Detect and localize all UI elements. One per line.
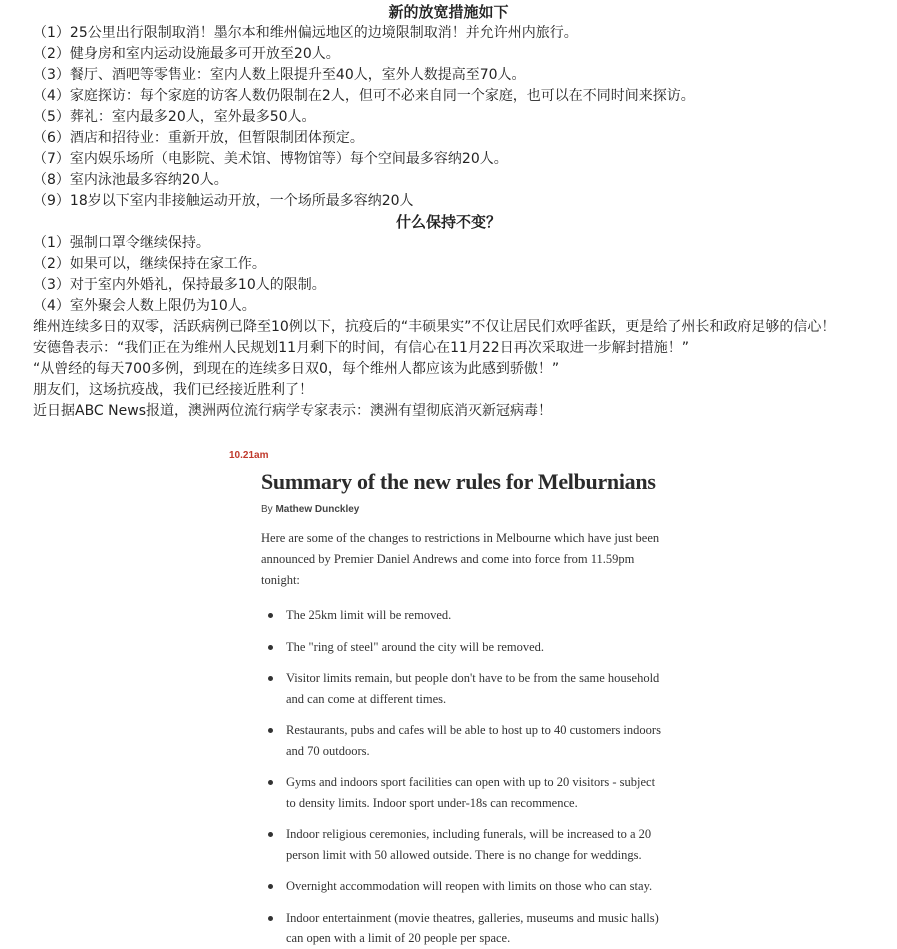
byline-author: Mathew Dunckley bbox=[275, 504, 360, 515]
rule-item bbox=[261, 876, 661, 897]
bullet-icon bbox=[268, 645, 273, 650]
unchanged-item: （2）如果可以，继续保持在家工作。 bbox=[33, 256, 266, 272]
article-body bbox=[0, 0, 897, 422]
rule-text: Indoor religious ceremonies, including funerals, will be increased to a 20 person limit with 50 allowed outside. There is no change for weddings. bbox=[286, 827, 652, 862]
bullet-icon bbox=[268, 916, 273, 921]
rule-item bbox=[261, 668, 661, 709]
paragraph: 安德鲁表示：“我们正在为维州人民规划11月剩下的时间，有信心在11月22日再次采取进一步解封措施！” bbox=[33, 340, 689, 356]
rule-item bbox=[261, 772, 661, 813]
bullet-icon bbox=[268, 884, 273, 889]
rule-item bbox=[261, 637, 661, 658]
unchanged-list bbox=[0, 233, 897, 317]
relax-item: （9）18岁以下室内非接触运动开放，一个场所最多容纳20人 bbox=[33, 193, 414, 209]
rule-item bbox=[261, 824, 661, 865]
timestamp: 10.21am bbox=[229, 450, 269, 461]
bullet-icon bbox=[268, 676, 273, 681]
rule-item bbox=[261, 605, 661, 626]
unchanged-item: （4）室外聚会人数上限仍为10人。 bbox=[33, 298, 256, 314]
clipping-content bbox=[253, 463, 663, 945]
bullet-icon bbox=[268, 728, 273, 733]
rule-text: The 25km limit will be removed. bbox=[286, 608, 452, 622]
byline bbox=[261, 504, 663, 515]
clipping-intro: Here are some of the changes to restrictions in Melbourne which have just been announced by Premier Daniel Andrews and come into force from 11.59pm tonight: bbox=[261, 531, 660, 587]
relax-item: （5）葬礼：室内最多20人，室外最多50人。 bbox=[33, 109, 316, 125]
bullet-icon bbox=[268, 780, 273, 785]
news-clipping bbox=[229, 447, 669, 945]
relax-item: （2）健身房和室内运动设施最多可开放至20人。 bbox=[33, 46, 340, 62]
rule-item bbox=[261, 720, 661, 761]
rule-text: Indoor entertainment (movie theatres, galleries, museums and music halls) can open with a limit of 20 people per space. bbox=[286, 910, 659, 945]
rule-text: Overnight accommodation will reopen with limits on those who can stay. bbox=[286, 879, 653, 893]
relax-heading: 新的放宽措施如下 bbox=[388, 3, 509, 21]
relax-item: （4）家庭探访：每个家庭的访客人数仍限制在2人，但可不必来自同一个家庭，也可以在不同时间来探访。 bbox=[33, 88, 695, 104]
paragraph: 维州连续多日的双零，活跃病例已降至10例以下，抗疫后的“丰硕果实”不仅让居民们欢呼雀跃，更是给了州长和政府足够的信心！ bbox=[33, 319, 836, 335]
clipping-title: Summary of the new rules for Melburnians bbox=[261, 469, 656, 494]
relax-item: （6）酒店和招待业：重新开放，但暂限制团体预定。 bbox=[33, 130, 364, 146]
rule-text: The "ring of steel" around the city will be removed. bbox=[286, 639, 545, 654]
relax-item: （8）室内泳池最多容纳20人。 bbox=[33, 172, 228, 188]
rule-text: Gyms and indoors sport facilities can open with up to 20 visitors - subject to density limits. Indoor sport under-18s can recommence. bbox=[286, 775, 656, 810]
relax-list bbox=[0, 23, 897, 212]
rule-text: Visitor limits remain, but people don't have to be from the same household and can come at different times. bbox=[286, 671, 660, 706]
rule-text: Restaurants, pubs and cafes will be able to host up to 40 customers indoors and 70 outdoors. bbox=[286, 723, 661, 758]
unchanged-item: （1）强制口罩令继续保持。 bbox=[33, 235, 210, 251]
paragraph: 朋友们，这场抗疫战，我们已经接近胜利了！ bbox=[33, 382, 313, 398]
bullet-icon bbox=[268, 832, 273, 837]
paragraph: “从曾经的每天700多例，到现在的连续多日双0，每个维州人都应该为此感到骄傲！” bbox=[33, 361, 560, 377]
rules-list bbox=[253, 605, 663, 949]
paragraph: 近日据ABC News报道，澳洲两位流行病学专家表示：澳洲有望彻底消灭新冠病毒！ bbox=[33, 403, 552, 419]
unchanged-item: （3）对于室内外婚礼，保持最多10人的限制。 bbox=[33, 277, 326, 293]
bullet-icon bbox=[268, 613, 273, 618]
byline-prefix: By bbox=[261, 504, 273, 515]
relax-item: （3）餐厅、酒吧等零售业：室内人数上限提升至40人，室外人数提高至70人。 bbox=[33, 67, 526, 83]
relax-item: （1）25公里出行限制取消！墨尔本和维州偏远地区的边境限制取消！并允许州内旅行。 bbox=[33, 25, 578, 41]
rule-item bbox=[261, 908, 661, 949]
relax-item: （7）室内娱乐场所（电影院、美术馆、博物馆等）每个空间最多容纳20人。 bbox=[33, 151, 508, 167]
unchanged-heading: 什么保持不变？ bbox=[395, 213, 501, 231]
